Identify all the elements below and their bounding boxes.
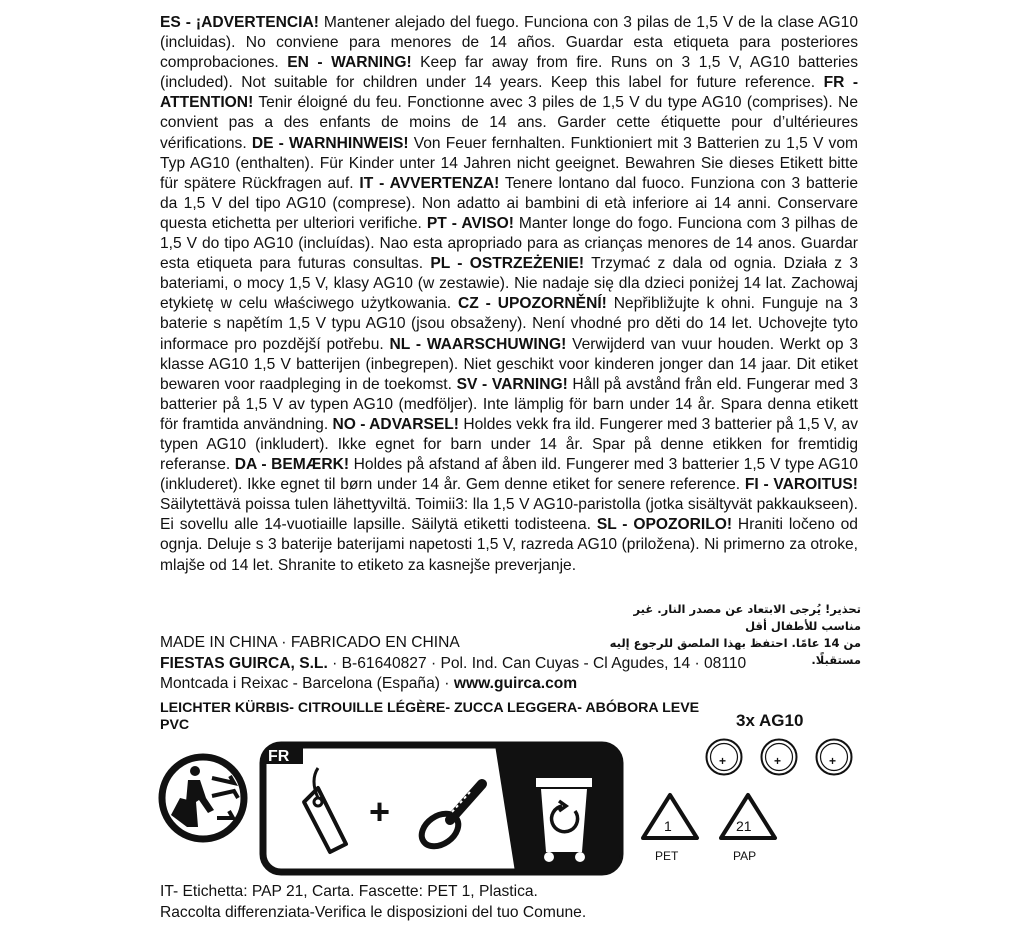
warning-heading: DE - WARNHINWEIS! xyxy=(251,134,409,152)
warning-body: Tenere lontano dal fuoco. Funziona con 3 batterie da 1,5 V del tipo AG10 (comprese). Non adatto ai bambini di età inferiore ai 14 anni. Conservare questa etichetta per ulteriori verifiche. xyxy=(160,174,859,232)
pap-number: 21 xyxy=(736,818,752,834)
battery-plus: + xyxy=(829,754,837,768)
battery-count-label: 3x AG10 xyxy=(736,711,804,730)
product-name: LEICHTER KÜRBIS- CITROUILLE LÉGÈRE- ZUCCA LEGGERA- ABÓBORA LEVE xyxy=(160,700,700,716)
plus-sign: + xyxy=(369,791,391,832)
warning-body: Tenir éloigné du feu. Fonctionne avec 3 piles de 1,5 V du type AG10 (comprises). Ne convient pas a des enfants de moins de 14 ans. Garder cette étiquette pour d’ultérieures vérifications. xyxy=(160,94,858,152)
warning-body: Manter longe do fogo. Funciona com 3 pilhas de 1,5 V do tipo AG10 (incluídas). Nao esta apropriado para as crianças menores de 14 anos. Guardar esta etiqueta para futuras consultas. xyxy=(160,214,859,273)
pet-number: 1 xyxy=(664,818,672,834)
warning-heading: FI - VAROITUS! xyxy=(744,476,858,494)
warning-body: Håll på avstånd från eld. Fungerar med 3 batterier på 1,5 V av typen AG10 (medföljer). Inte lämplig för barn under 14 år. Spara denna etikett för framtida användning. xyxy=(160,375,858,433)
warning-body: Holdes på afstand af åben ild. Fungerer med 3 batterier 1,5 V type AG10 (inkluderet). Ikke egnet til børn under 14 år. Gem denne etiket for senere reference. xyxy=(160,456,859,494)
pap-label: PAP xyxy=(733,849,757,863)
warning-body: Holdes vekk fra ild. Fungerer med 3 batterier på 1,5 V, av typen AG10 (inkludert). Ikke egnet for barn under 14 år. Spar på denne etikken for fremtidig referanse. xyxy=(160,415,858,474)
company-address-line-2 xyxy=(160,674,746,695)
italy-line-1: IT- Etichetta: PAP 21, Carta. Fascette: PET 1, Plastica. xyxy=(160,883,538,900)
warning-body: Verwijderd van vuur houden. Werkt op 3 klasse AG10 1,5 V batterijen (inbegrepen). Niet geschikt voor kinderen jonger dan 14 jaar. Dit etiket bewaren voor raadpleging in de toekomst. xyxy=(160,335,858,393)
warning-body: Nepřibližujte k ohni. Funguje na 3 baterie s napětím 1,5 V typu AG10 (jsou obsaženy). Není vhodné pro děti do 14 let. Uchovejte tyto informace pro pozdější potřebu. xyxy=(160,295,859,353)
website-link[interactable]: www.guirca.com xyxy=(453,675,578,692)
company-name: FIESTAS GUIRCA, S.L. xyxy=(160,654,328,672)
battery-plus: + xyxy=(774,754,782,768)
warning-body: Hraniti ločeno od ognja. Deluje s 3 baterije baterijami napetosti 1,5 V, razreda AG10 (priložena). Ni primerno za otroke, mlajše od 14 let. Shranite to etiketo za kasnejše preverjanje. xyxy=(160,516,858,574)
warning-body: Von Feuer fernhalten. Funktioniert mit 3 Batterien zu 1,5 V vom Typ AG10 (enthalten). Für Kinder unter 14 Jahren nicht geeignet. Bewahren Sie dieses Etikett bitte für spätere Rückfragen auf. xyxy=(160,134,859,192)
italy-disposal-note xyxy=(160,882,586,923)
multilingual-warning-text xyxy=(160,13,858,576)
address-part-1: · B-61640827 · Pol. Ind. Can Cuyas - Cl Agudes, 14 · 08110 xyxy=(327,654,747,672)
arabic-line-1: تحذير! يُرجى الابتعاد عن مصدر النار. غير مناسب للأطفال أقل xyxy=(633,602,861,633)
warning-heading: FR - ATTENTION! xyxy=(160,74,859,112)
pet-label: PET xyxy=(655,849,679,863)
warning-body: Säilytettävä poissa tulen lähettyviltä. Toimii3: lla 1,5 V AG10-paristolla (jotka sisältyvät pakkaukseen). Ei sovellu alle 14-vuotiaille lapsille. Säilytä etiketti todisteena. xyxy=(160,496,858,534)
product-material: PVC xyxy=(160,717,190,733)
warning-heading: EN - WARNING! xyxy=(287,54,412,72)
warning-body: Keep far away from fire. Runs on 3 1,5 V, AG10 batteries (included). Not suitable for children under 14 years. Keep this label for future reference. xyxy=(160,54,858,92)
warning-heading: ES - ¡ADVERTENCIA! xyxy=(160,14,319,31)
warning-heading: DA - BEMÆRK! xyxy=(234,456,350,474)
warning-heading: NO - ADVARSEL! xyxy=(332,415,459,433)
company-address-line-1 xyxy=(160,654,746,675)
made-in-line: MADE IN CHINA · FABRICADO EN CHINA xyxy=(160,634,460,651)
warning-body: Trzymać z dala od ognia. Działa z 3 bateriami, o mocy 1,5 V, klasy AG10 (w zestawie). Nie nadaje się dla dzieci poniżej 14 lat. Zachowaj etykietę w celu właściwego użytkowania. xyxy=(160,255,859,313)
warning-heading: PT - AVISO! xyxy=(426,214,514,232)
warning-heading: PL - OSTRZEŻENIE! xyxy=(430,255,585,273)
fr-badge: FR xyxy=(268,748,290,765)
battery-plus: + xyxy=(719,754,727,768)
warning-body: Mantener alejado del fuego. Funciona con 3 pilas de 1,5 V de la clase AG10 (incluidas). No conviene para menores de 14 años. Guardar esta etiqueta para posteriores comprobaciones. xyxy=(160,14,858,72)
recycling-symbols xyxy=(0,740,1024,880)
italy-line-2: Raccolta differenziata-Verifica le disposizioni del tuo Comune. xyxy=(160,903,587,921)
cable-tie-icon xyxy=(416,784,482,853)
company-info xyxy=(160,633,746,695)
tag-icon xyxy=(304,768,346,852)
warning-heading: IT - AVVERTENZA! xyxy=(359,174,500,192)
warning-heading: CZ - UPOZORNĚNÍ! xyxy=(457,295,607,313)
warning-heading: SV - VARNING! xyxy=(456,375,568,393)
tidyman-recycle-icon xyxy=(162,757,244,839)
warning-heading: NL - WAARSCHUWING! xyxy=(389,335,567,353)
product-description xyxy=(160,700,699,734)
arabic-line-2: من 14 عامًا. احتفظ بهذا الملصق للرجوع إليه مستقبلًا. xyxy=(609,636,861,667)
address-part-2: Montcada i Reixac - Barcelona (España) · xyxy=(160,675,454,692)
warning-heading: SL - OPOZORILO! xyxy=(596,516,733,534)
